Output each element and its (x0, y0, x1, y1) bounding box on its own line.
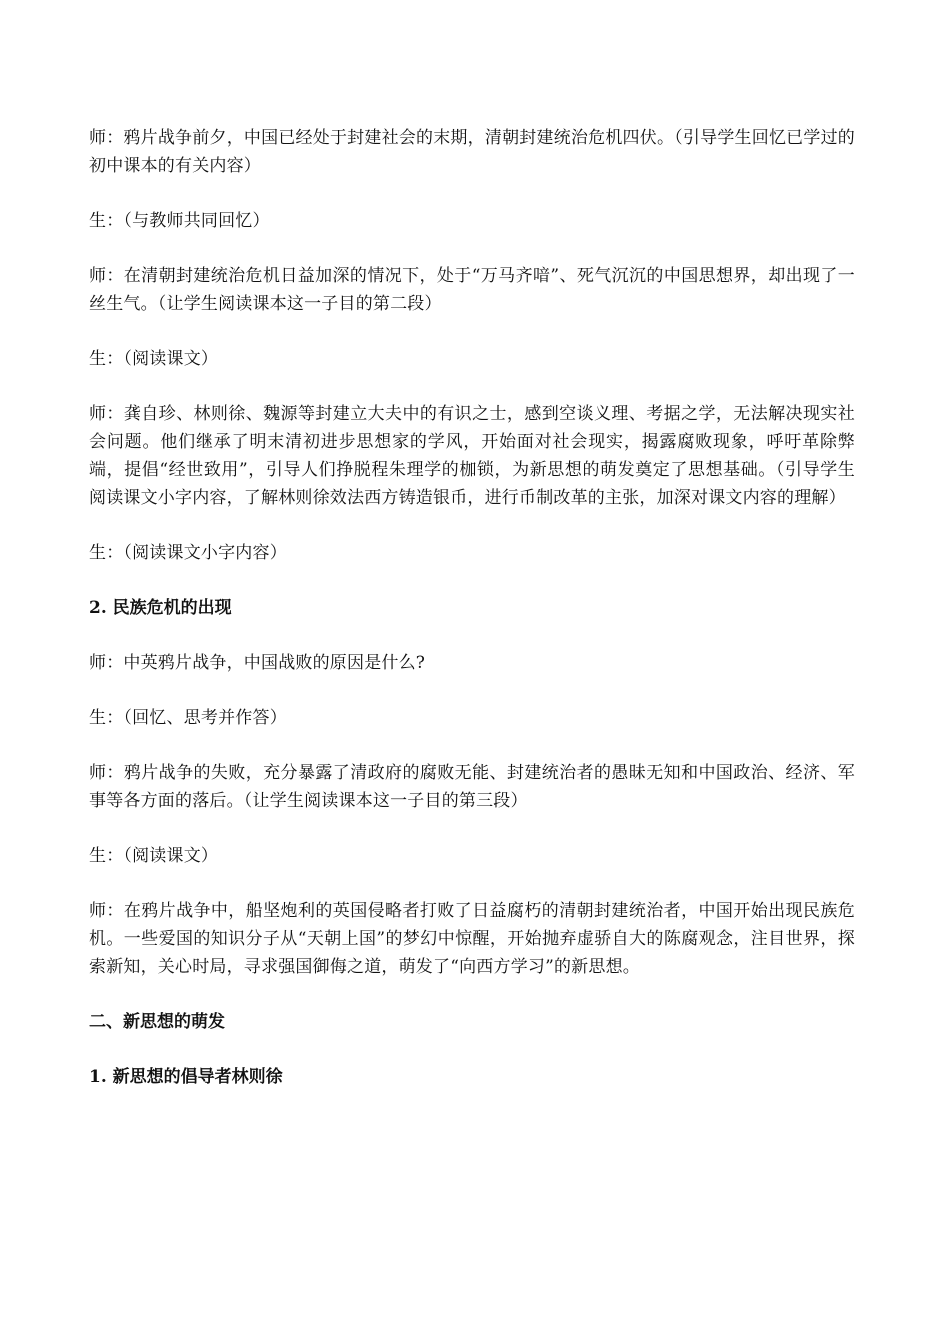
paragraph-teacher-1: 师：鸦片战争前夕，中国已经处于封建社会的末期，清朝封建统治危机四伏。（引导学生回忆已学过的初中课本的有关内容） (89, 128, 855, 176)
paragraph-student-2: 生：（阅读课文） (89, 349, 219, 369)
paragraph-teacher-4: 师：中英鸦片战争，中国战败的原因是什么? (89, 653, 426, 673)
paragraph-teacher-3: 师：龚自珍、林则徐、魏源等封建立大夫中的有识之士，感到空谈义理、考据之学，无法解决现实社会问题。他们继承了明末清初进步思想家的学风，开始面对社会现实，揭露腐败现象，呼吁革除弊端，提倡“经世致用”，引导人们挣脱程朱理学的枷锁，为新思想的萌发奠定了思想基础。（引导学生阅读课文小字内容，了解林则徐效法西方铸造银币，进行币制改革的主张，加深对课文内容的理解） (89, 404, 855, 508)
document-page (89, 124, 855, 1118)
paragraph-student-5: 生：（阅读课文） (89, 846, 219, 866)
paragraph-student-3: 生：（阅读课文小字内容） (89, 543, 287, 563)
paragraph-teacher-5: 师：鸦片战争的失败，充分暴露了清政府的腐败无能、封建统治者的愚昧无知和中国政治、经济、军事等各方面的落后。（让学生阅读课本这一子目的第三段） (89, 763, 855, 811)
section-heading-new-thought: 二、新思想的萌发 (89, 1012, 225, 1032)
paragraph-student-4: 生：（回忆、思考并作答） (89, 708, 287, 728)
paragraph-teacher-2: 师：在清朝封建统治危机日益加深的情况下，处于“万马齐喑”、死气沉沉的中国思想界，却出现了一丝生气。（让学生阅读课本这一子目的第二段） (89, 266, 855, 314)
section-heading-lin-zexu: 1. 新思想的倡导者林则徐 (89, 1067, 283, 1087)
paragraph-teacher-6: 师：在鸦片战争中，船坚炮利的英国侵略者打败了日益腐朽的清朝封建统治者，中国开始出现民族危机。一些爱国的知识分子从“天朝上国”的梦幻中惊醒，开始抛弃虚骄自大的陈腐观念，注目世界，探索新知，关心时局，寻求强国御侮之道，萌发了“向西方学习”的新思想。 (89, 901, 855, 977)
paragraph-student-1: 生：（与教师共同回忆） (89, 211, 270, 231)
section-heading-national-crisis: 2. 民族危机的出现 (89, 598, 232, 618)
